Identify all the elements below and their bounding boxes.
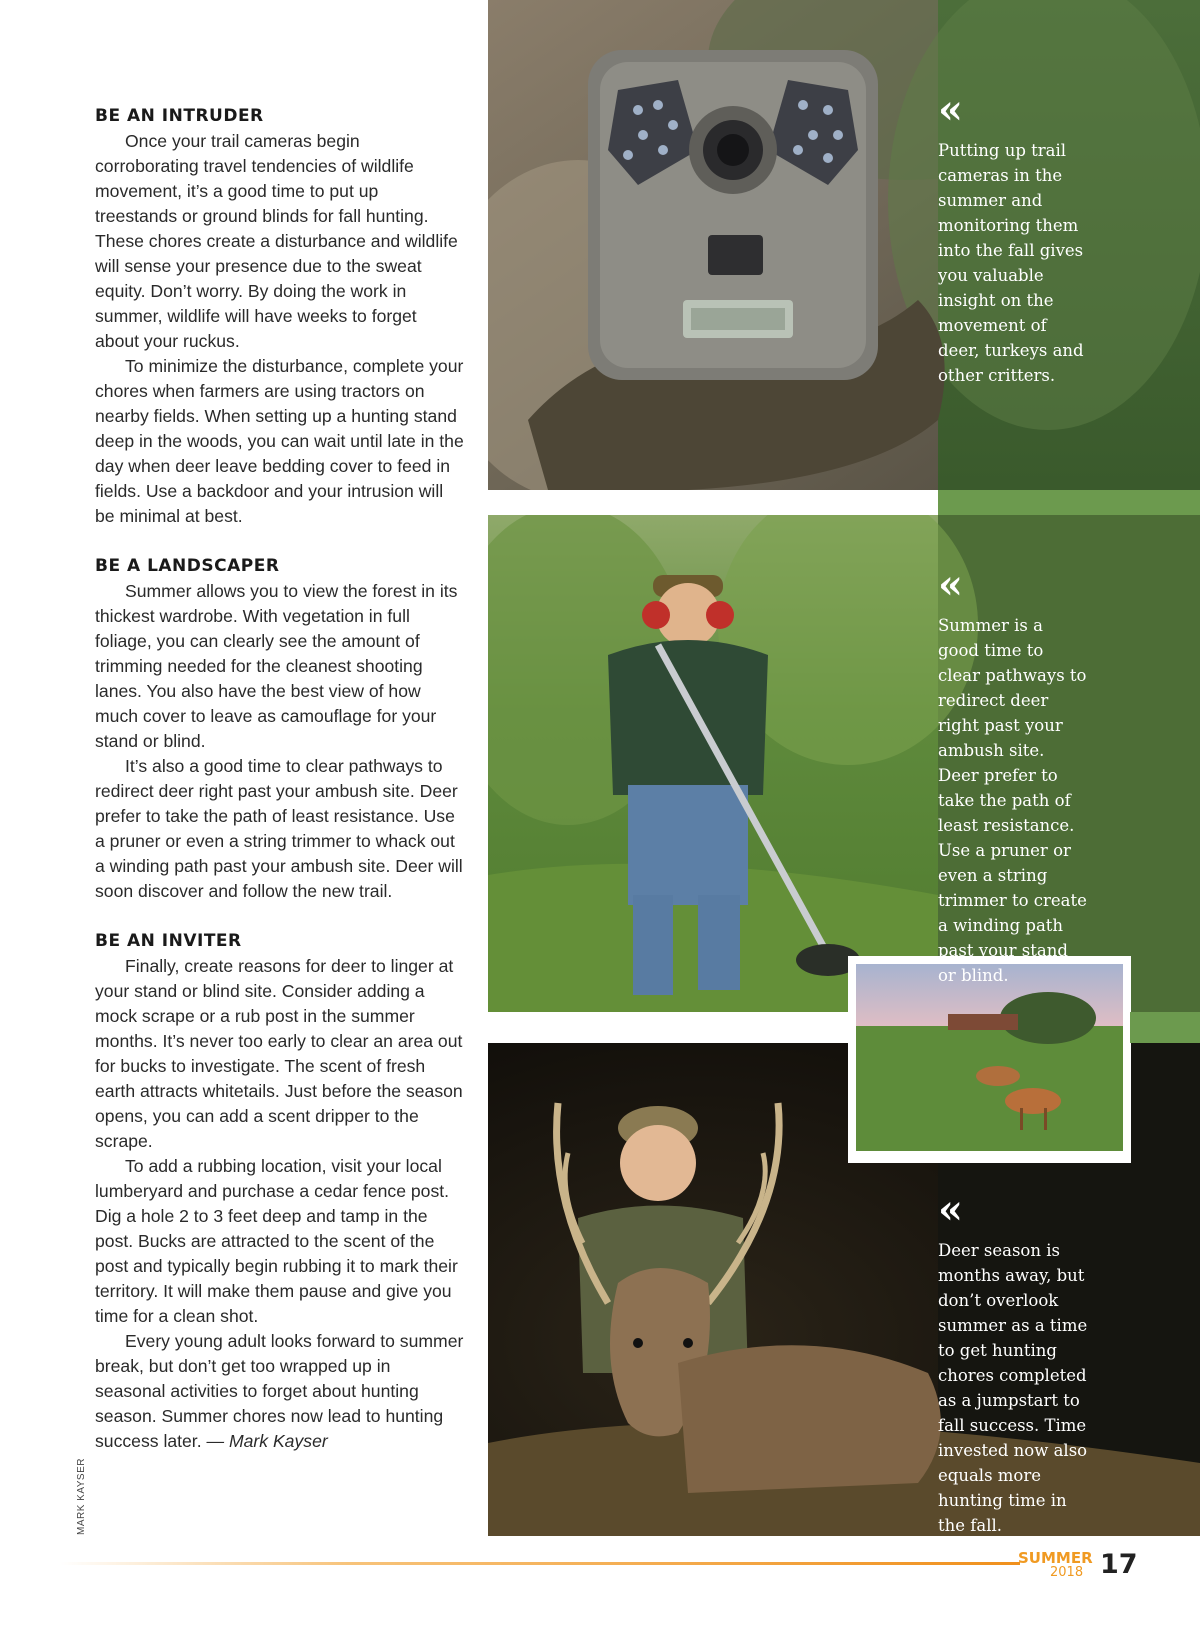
section-inviter <box>95 929 465 1454</box>
page-number: 17 <box>1100 1549 1138 1580</box>
paragraph: Summer allows you to view the forest in its thickest wardrobe. With vegetation in full foliage, you can clearly see the amount of trimming needed for the cleanest shooting lanes. You also have the best view of how much cover to leave as camouflage for your stand or blind. <box>95 581 458 751</box>
accent-strip <box>938 490 1200 515</box>
accent-strip <box>1130 1012 1200 1043</box>
paragraph <box>95 1329 465 1454</box>
paragraph: To minimize the disturbance, complete your chores when farmers are using tractors on nearby fields. When setting up a hunting stand deep in the woods, you can wait until late in the day when deer leave bedding cover to feed in fields. Use a backdoor and your intrusion will be minimal at best. <box>95 356 464 526</box>
pullquote-3 <box>938 1186 1200 1538</box>
footer-year: 2018 <box>1050 1565 1084 1580</box>
quote-mark-icon: « <box>938 86 963 133</box>
article-body <box>95 104 465 1479</box>
pullquote-1 <box>938 86 1200 388</box>
paragraph: Once your trail cameras begin corroborating travel tendencies of wildlife movement, it’s a good time to put up treestands or ground blinds for fall hunting. These chores create a disturbance and wildlife will sense your presence due to the sweat equity. Don’t worry. By doing the work in summer, wildlife will have weeks to forget about your ruckus. <box>95 131 458 351</box>
section-heading: BE A LANDSCAPER <box>95 556 280 576</box>
pullquote-text: Summer is a good time to clear pathways to redirect deer right past your ambush site. Deer prefer to take the path of least resistance. Use a pruner or even a string trimmer to create a winding path past your stand or blind. <box>938 616 1087 985</box>
photo-credit: MARK KAYSER <box>76 1458 87 1535</box>
pullquote-text: Deer season is months away, but don’t overlook summer as a time to get hunting chores completed as a jumpstart to fall success. Time invested now also equals more hunting time in the fall. <box>938 1241 1088 1535</box>
quote-mark-icon: « <box>938 1186 963 1233</box>
author-byline: — Mark Kayser <box>206 1431 328 1451</box>
pullquote-text: Putting up trail cameras in the summer and monitoring them into the fall gives you valuable insight on the movement of deer, turkeys and other critters. <box>938 141 1084 385</box>
section-heading: BE AN INTRUDER <box>95 106 264 126</box>
paragraph: Finally, create reasons for deer to linger at your stand or blind site. Consider adding a mock scrape or a rub post in the summer months. It’s never too early to clear an area out for bucks to investigate. The scent of fresh earth attracts whitetails. Just before the season opens, you can add a scent dripper to the scrape. <box>95 956 463 1151</box>
paragraph: It’s also a good time to clear pathways to redirect deer right past your ambush site. Deer prefer to take the path of least resistance. Use a pruner or even a string trimmer to whack out a winding path past your ambush site. Deer will soon discover and follow the new trail. <box>95 756 463 901</box>
footer-season: SUMMER <box>1018 1549 1093 1567</box>
section-heading: BE AN INVITER <box>95 931 242 951</box>
quote-mark-icon: « <box>938 561 963 608</box>
footer-rule <box>60 1562 1020 1565</box>
paragraph-text: Every young adult looks forward to summer break, but don’t get too wrapped up in seasonal activities to forget about hunting season. Summer chores now lead to hunting success later. <box>95 1331 464 1451</box>
pullquote-2 <box>938 561 1200 988</box>
paragraph: To add a rubbing location, visit your local lumberyard and purchase a cedar fence post. Dig a hole 2 to 3 feet deep and tamp in the post. Bucks are attracted to the scent of the post and typically begin rubbing it to mark their territory. It will make them pause and give you time for a clean shot. <box>95 1156 458 1326</box>
section-intruder <box>95 104 465 529</box>
section-landscaper <box>95 554 465 904</box>
